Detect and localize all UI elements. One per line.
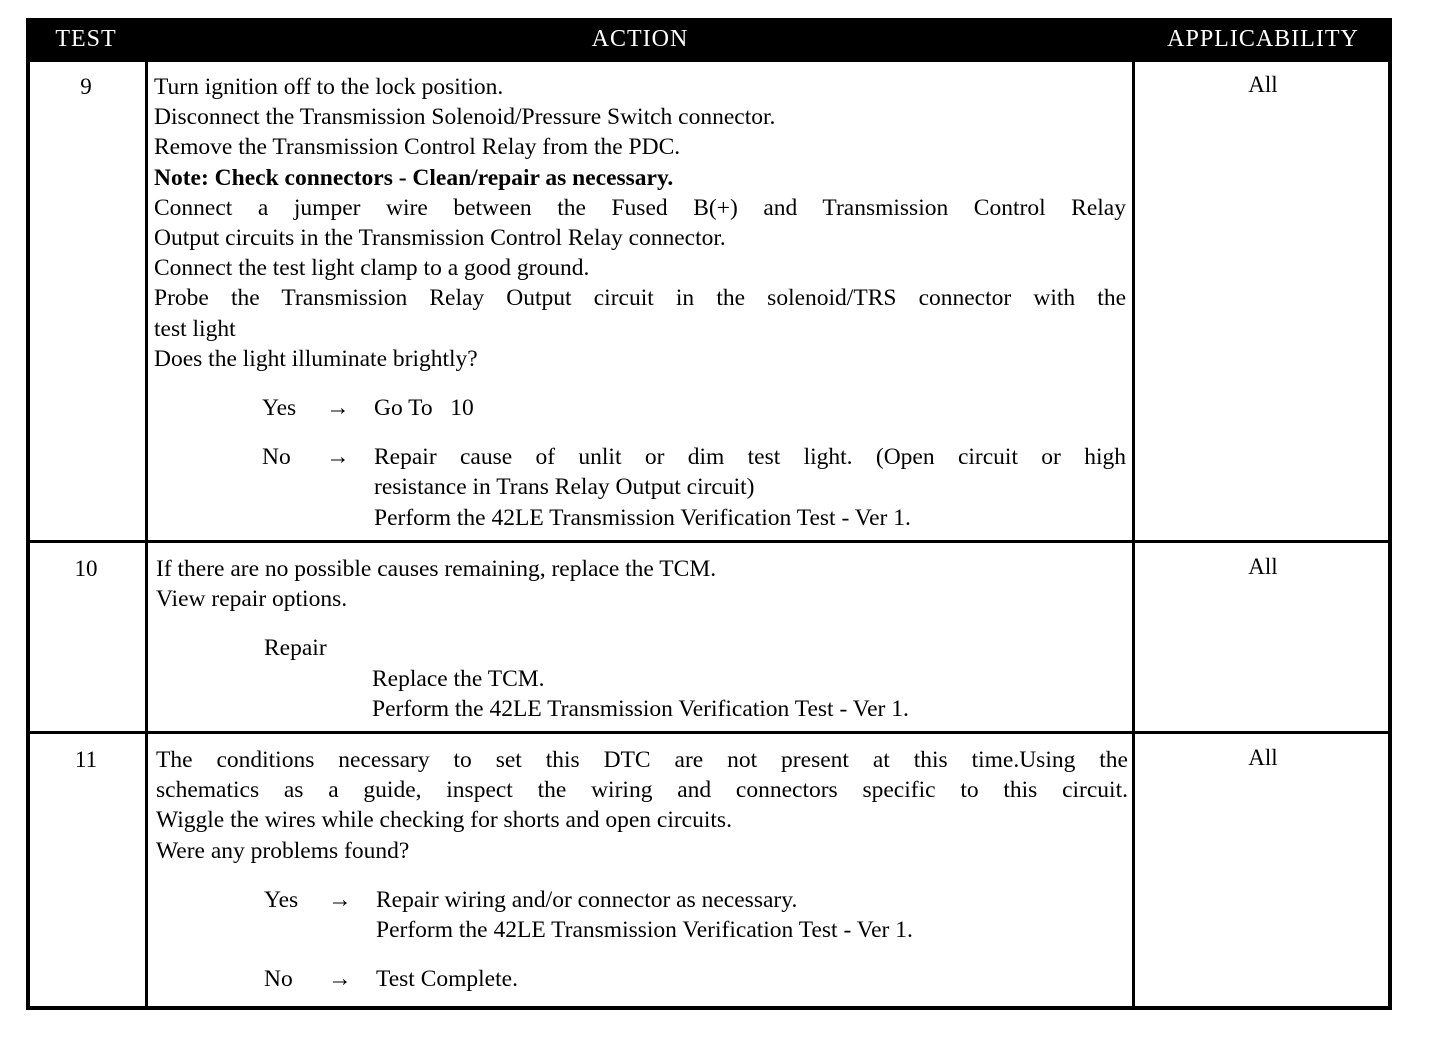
yes-option (154, 393, 1126, 423)
yes-result: Repair wiring and/or connector as necessary. (376, 886, 798, 913)
no-label: No (264, 966, 293, 993)
arrow-icon: → (328, 886, 352, 913)
header-test: TEST (55, 26, 117, 52)
action-cell (154, 72, 1126, 533)
arrow-icon: → (326, 444, 350, 471)
action-note: Note: Check connectors - Clean/repair as necessary. (154, 164, 674, 191)
action-line: Connect the test light clamp to a good ground. (154, 255, 590, 282)
row-divider (26, 731, 1392, 734)
yes-result: Perform the 42LE Transmission Verification Test - Ver 1. (376, 917, 913, 943)
action-line: Connect a jumper wire between the Fused B(+) and Transmission Control Relay (154, 194, 1126, 221)
header-action: ACTION (591, 26, 689, 52)
yes-option (156, 885, 1128, 915)
no-result: Repair cause of unlit or dim test light. (Open circuit or high (374, 444, 1126, 471)
column-divider (1132, 60, 1135, 1010)
action-line: Output circuits in the Transmission Control Relay connector. (154, 225, 726, 252)
no-label: No (262, 444, 291, 471)
action-line: Disconnect the Transmission Solenoid/Pressure Switch connector. (154, 104, 776, 131)
action-cell (156, 745, 1128, 994)
test-number: 9 (80, 74, 92, 99)
yes-result: Go To 10 (374, 395, 474, 422)
repair-label: Repair (264, 635, 327, 662)
no-result: Test Complete. (376, 966, 518, 993)
header-applicability: APPLICABILITY (1167, 26, 1359, 52)
column-divider (145, 60, 148, 1010)
action-line: View repair options. (156, 586, 348, 613)
no-result: Perform the 42LE Transmission Verification Test - Ver 1. (374, 504, 911, 531)
action-question: Does the light illuminate brightly? (154, 345, 478, 372)
applicability-value: All (1248, 554, 1278, 579)
action-line: Probe the Transmission Relay Output circuit in the solenoid/TRS connector with the (154, 285, 1126, 312)
yes-label: Yes (264, 886, 299, 913)
diagnostic-test-table (26, 18, 1392, 1010)
table-header (26, 18, 1392, 60)
no-result: resistance in Trans Relay Output circuit) (374, 474, 755, 501)
applicability-value: All (1248, 72, 1278, 97)
applicability-value: All (1248, 745, 1278, 770)
test-number: 11 (74, 747, 98, 772)
action-line: schematics as a guide, inspect the wiring and connectors specific to this circuit. (156, 777, 1128, 804)
action-line: Wiggle the wires while checking for shorts and open circuits. (156, 807, 732, 834)
arrow-icon: → (326, 395, 350, 422)
repair-step: Replace the TCM. (372, 665, 545, 692)
action-question: Were any problems found? (156, 837, 410, 864)
action-line: If there are no possible causes remaining, replace the TCM. (156, 556, 717, 582)
action-line: Remove the Transmission Control Relay from the PDC. (154, 134, 681, 161)
no-option (154, 442, 1126, 472)
repair-step: Perform the 42LE Transmission Verification Test - Ver 1. (372, 695, 909, 722)
arrow-icon: → (328, 966, 352, 993)
action-line: test light (154, 315, 236, 342)
row-divider (26, 540, 1392, 543)
test-number: 10 (74, 556, 98, 581)
no-option (156, 964, 1128, 994)
action-line: Turn ignition off to the lock position. (154, 74, 504, 100)
yes-label: Yes (262, 395, 297, 422)
action-line: The conditions necessary to set this DTC are not present at this time.Using the (156, 747, 1128, 773)
action-cell (156, 554, 1128, 724)
